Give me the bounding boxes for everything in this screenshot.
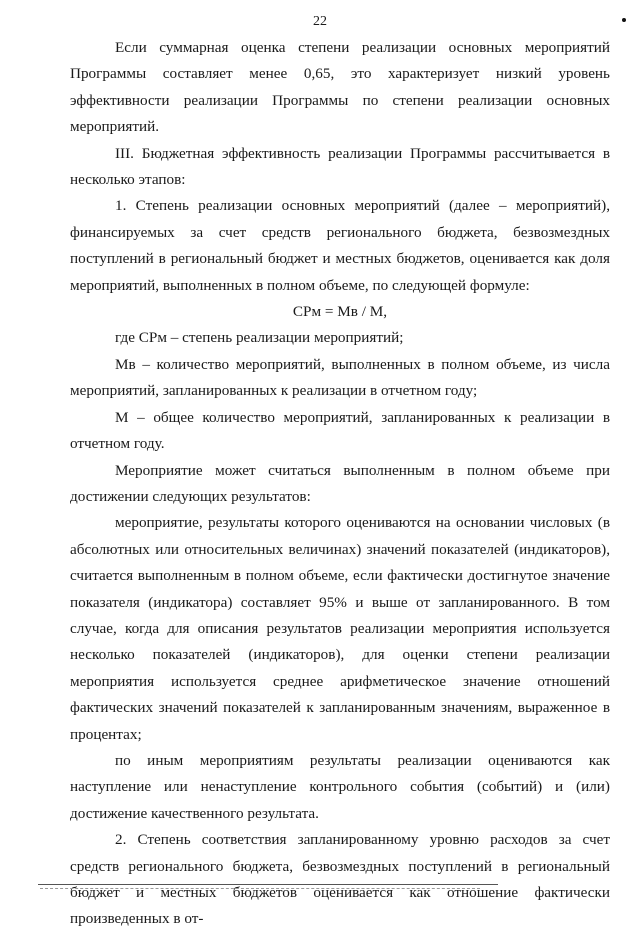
page-number: 22 xyxy=(313,14,327,29)
paragraph-budget-efficiency-heading: III. Бюджетная эффективность реализации Программы рассчитывается в несколько этапов: xyxy=(70,144,610,189)
footer-rule-faint xyxy=(40,888,480,889)
paragraph-other-measures: по иным мероприятиям результаты реализации оцениваются как наступление или ненаступление контрольного события (событий) и (или) достижение качественного результата. xyxy=(70,751,610,822)
paragraph-where-crm: где СРм – степень реализации мероприятий; xyxy=(115,329,404,347)
paragraph-step-1: 1. Степень реализации основных мероприятий (далее – мероприятий), финансируемых за счет средств регионального бюджета, безвозмездных поступлений в региональный бюджет и местных бюджетов, оценивается как доля мероприятий, выполненных в полном объеме, по следующей формуле: xyxy=(70,197,610,294)
paragraph-completion-criteria: Мероприятие может считаться выполненным в полном объеме при достижении следующих результатов: xyxy=(70,461,610,505)
paragraph-low-efficiency: Если суммарная оценка степени реализации основных мероприятий Программы составляет менее 0,65, это характеризует низкий уровень эффективности реализации Программы по степени реализации основных мероприятий. xyxy=(70,39,610,136)
formula: СРм = Мв / М, xyxy=(292,303,388,321)
paragraph-m-definition: М – общее количество мероприятий, запланированных к реализации в отчетном году. xyxy=(70,408,610,453)
document-body xyxy=(70,35,610,933)
paragraph-mv-definition: Мв – количество мероприятий, выполненных в полном объеме, из числа мероприятий, запланированных к реализации в отчетном году; xyxy=(70,355,610,400)
scan-mark xyxy=(622,18,626,22)
footer-rule xyxy=(38,884,498,885)
paragraph-numeric-indicators: мероприятие, результаты которого оцениваются на основании числовых (в абсолютных или относительных величинах) значений показателей (индикаторов), считается выполненным в полном объеме, если фактически достигнутое значение показателя (индикатора) составляет 95% и выше от запланированного. В том случае, когда для описания результатов реализации мероприятия используется несколько показателей (индикаторов), для оценки степени реализации мероприятия используется среднее арифметическое значение отношений фактических значений показателей к запланированным значениям, выраженное в процентах; xyxy=(70,514,610,743)
paragraph-step-2: 2. Степень соответствия запланированному уровню расходов за счет средств регионального бюджета, безвозмездных поступлений в региональный бюджет и местных бюджетов оценивается как отношение фактически произведенных в от- xyxy=(70,831,610,928)
